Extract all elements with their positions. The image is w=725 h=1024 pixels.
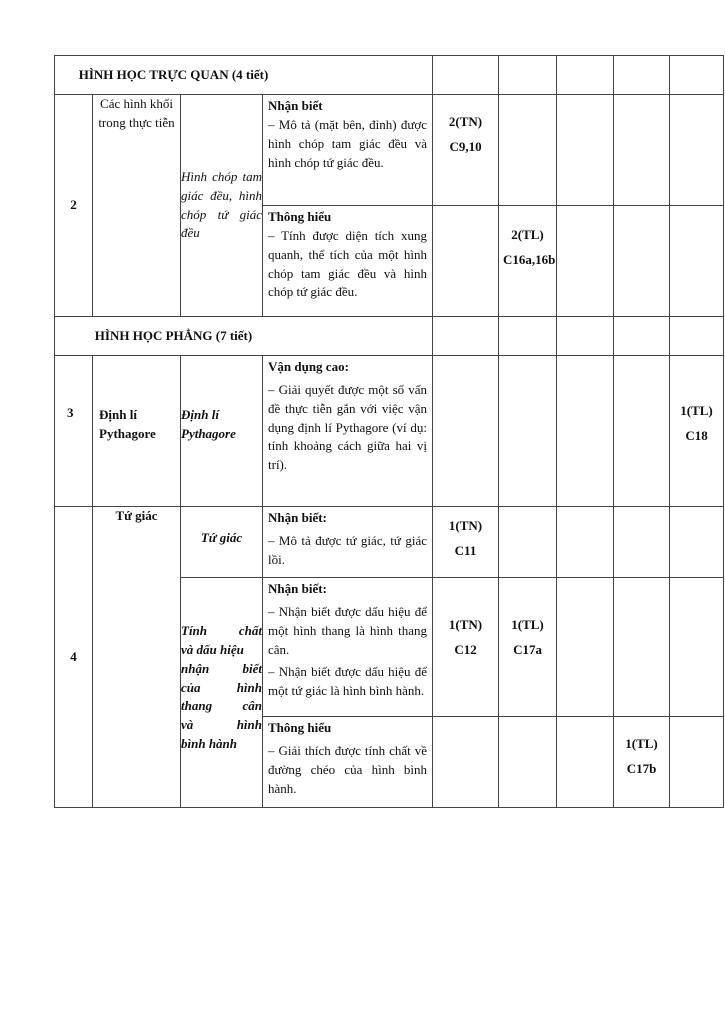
- question-count: 2(TL): [511, 227, 544, 242]
- topic-cell: Các hình khối trong thực tiễn: [93, 95, 181, 317]
- question-codes: C16a,16b: [503, 251, 556, 267]
- content-cell: Tứ giác: [181, 507, 263, 578]
- requirement-cell: [263, 578, 433, 717]
- question-codes: C9,10: [449, 138, 482, 154]
- content-cell: Hình chóp tam giác đều, hình chóp tứ giác đều: [181, 95, 263, 317]
- table-row: [55, 95, 724, 206]
- count-cell: [614, 717, 670, 808]
- question-codes: C11: [454, 542, 477, 558]
- table-row: [55, 356, 724, 507]
- topic-cell: Định lí Pythagore: [93, 356, 181, 507]
- requirement-text: – Nhận biết được dấu hiệu để một tứ giác là hình bình hành.: [268, 664, 428, 699]
- requirement-cell: [263, 206, 433, 317]
- content-line: Tính chất: [181, 623, 262, 638]
- question-codes: C12: [454, 641, 477, 657]
- level-label: Nhận biết:: [268, 510, 327, 525]
- level-label: Vận dụng cao:: [268, 359, 349, 374]
- row-number: 4: [55, 507, 93, 808]
- table-row: [55, 507, 724, 578]
- content-line: thang cân: [181, 698, 262, 714]
- section-row-hinh-hoc-truc-quan: [55, 56, 724, 95]
- level-label: Nhận biết: [268, 98, 323, 113]
- content-line: bình hành: [181, 736, 238, 752]
- content-cell: [181, 578, 263, 808]
- topic-cell: Tứ giác: [93, 507, 181, 808]
- content-cell: Định lí Pythagore: [181, 356, 263, 507]
- question-count: 1(TL): [680, 403, 713, 418]
- matrix-table: [54, 55, 724, 808]
- row-number: 3: [55, 356, 93, 507]
- section-title: HÌNH HỌC PHẲNG (7 tiết): [55, 317, 433, 356]
- level-label: Thông hiểu: [268, 720, 332, 735]
- content-line: và dấu hiệu: [181, 641, 244, 657]
- requirement-text: – Tính được diện tích xung quanh, thể tích của một hình chóp tam giác đều và hình chóp tứ giác đều.: [268, 227, 428, 300]
- requirement-text: – Giải thích được tính chất về đường chéo của hình bình hành.: [268, 742, 428, 796]
- question-count: 1(TN): [448, 518, 483, 533]
- section-row-hinh-hoc-phang: [55, 317, 724, 356]
- question-count: 2(TN): [448, 114, 483, 129]
- level-label: Nhận biết:: [268, 581, 327, 596]
- row-number: 2: [55, 95, 93, 317]
- content-line: và hình: [181, 717, 262, 733]
- count-cell: [670, 356, 724, 507]
- requirement-text: – Mô tả được tứ giác, tứ giác lồi.: [268, 532, 428, 567]
- requirement-text: – Nhận biết được dấu hiệu để một hình thang là hình thang cân.: [268, 603, 428, 657]
- question-count: 1(TL): [625, 736, 658, 751]
- content-line: nhận biết: [181, 660, 262, 676]
- question-count: 1(TL): [511, 617, 544, 632]
- question-count: 1(TN): [448, 617, 483, 632]
- requirement-cell: [263, 507, 433, 578]
- question-codes: C18: [685, 427, 708, 443]
- section-title: HÌNH HỌC TRỰC QUAN (4 tiết): [55, 56, 433, 95]
- count-cell: [433, 507, 499, 578]
- count-cell: [433, 578, 499, 717]
- count-cell: [499, 578, 557, 717]
- count-cell: [433, 95, 499, 206]
- question-codes: C17a: [513, 641, 542, 657]
- requirement-text: – Mô tả (mặt bên, đỉnh) được hình chóp tam giác đều và hình chóp tứ giác đều.: [268, 116, 428, 170]
- count-cell: [499, 206, 557, 317]
- content-line: của hình: [181, 679, 262, 695]
- question-codes: C17b: [626, 760, 657, 776]
- level-label: Thông hiểu: [268, 209, 332, 224]
- requirement-text: – Giải quyết được một số vấn đề thực tiễn gắn với việc vận dụng định lí Pythagore (ví dụ: tính khoảng cách giữa hai vị trí).: [268, 381, 428, 473]
- requirement-cell: [263, 95, 433, 206]
- requirement-cell: [263, 356, 433, 507]
- requirement-cell: [263, 717, 433, 808]
